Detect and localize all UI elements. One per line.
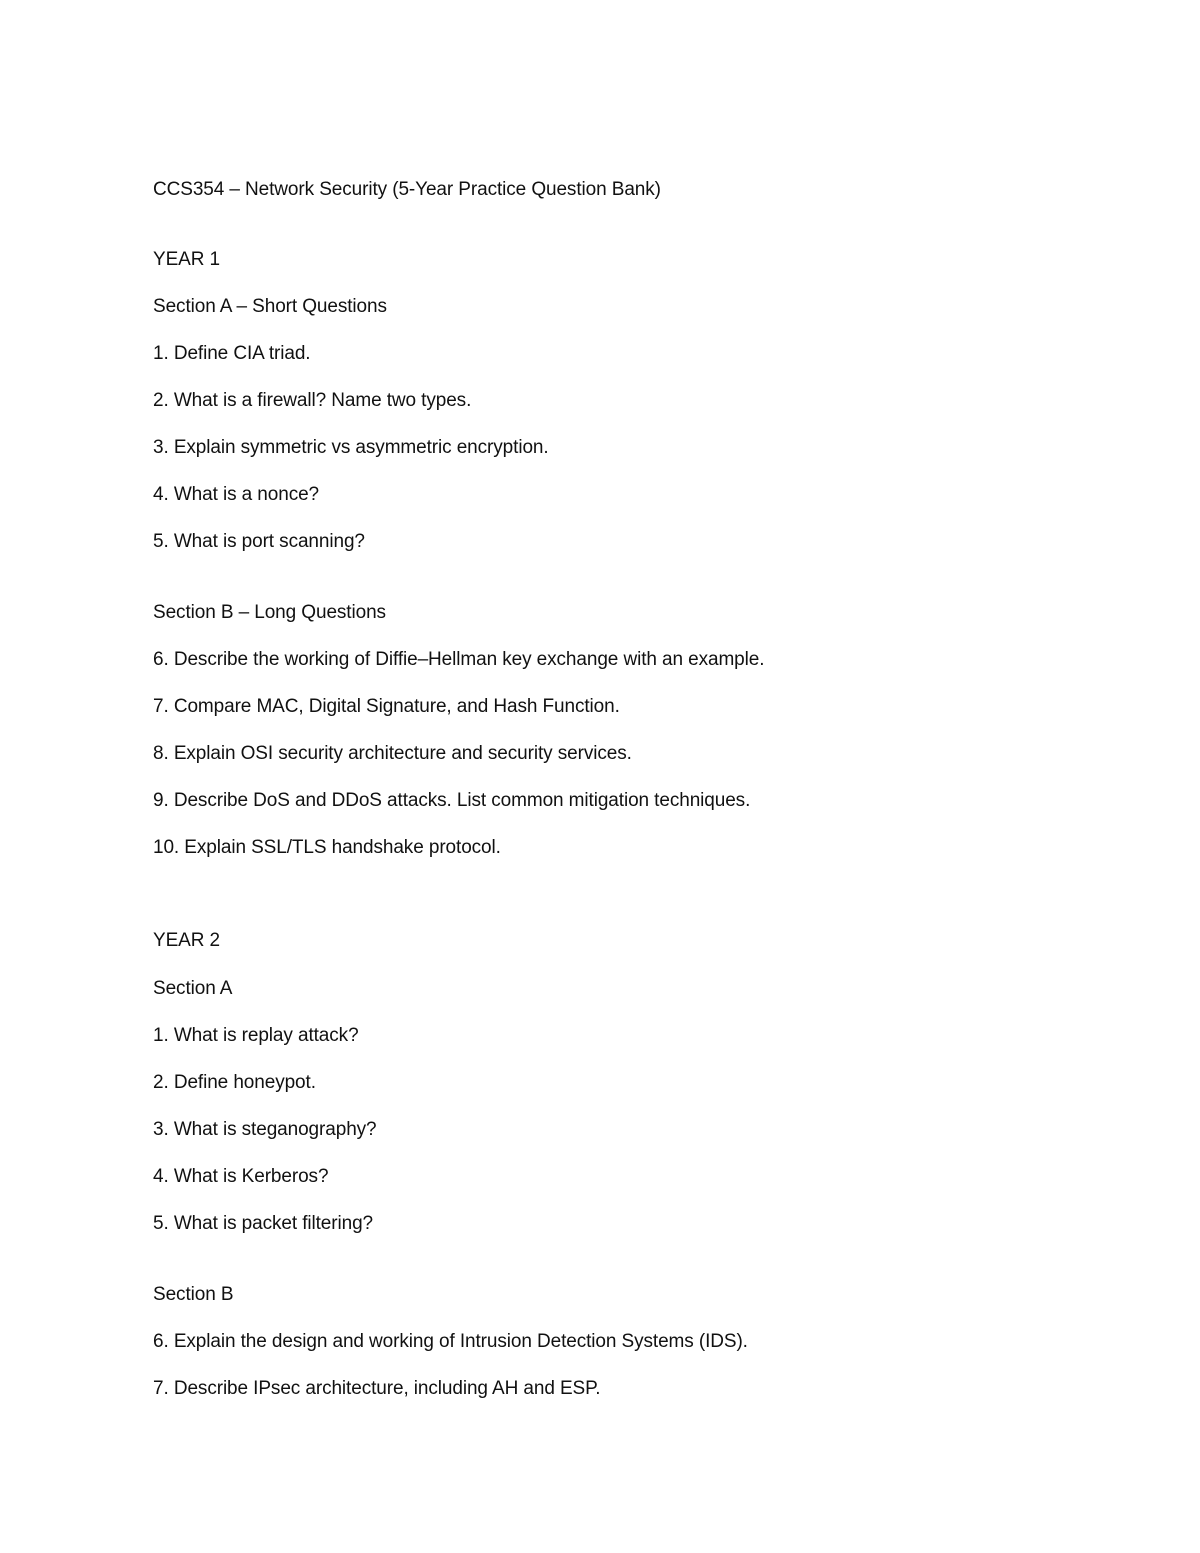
section-heading: Section A – Short Questions [153,296,387,317]
question-item: 7. Describe IPsec architecture, including AH and ESP. [153,1378,601,1399]
question-item: 1. What is replay attack? [153,1025,359,1046]
section-heading: Section B – Long Questions [153,602,386,623]
question-item: 1. Define CIA triad. [153,343,311,364]
question-item: 3. What is steganography? [153,1119,377,1140]
question-item: 6. Describe the working of Diffie–Hellman key exchange with an example. [153,649,765,670]
question-item: 8. Explain OSI security architecture and security services. [153,743,632,764]
question-item: 10. Explain SSL/TLS handshake protocol. [153,837,501,858]
question-item: 2. What is a firewall? Name two types. [153,390,472,411]
question-item: 3. Explain symmetric vs asymmetric encryption. [153,437,549,458]
question-item: 5. What is port scanning? [153,531,365,552]
question-item: 5. What is packet filtering? [153,1213,374,1234]
question-item: 9. Describe DoS and DDoS attacks. List common mitigation techniques. [153,790,751,811]
question-item: 4. What is Kerberos? [153,1166,329,1187]
question-item: 4. What is a nonce? [153,484,320,505]
document-title: CCS354 – Network Security (5-Year Practice Question Bank) [153,179,661,200]
section-heading: Section B [153,1284,234,1305]
section-heading: Section A [153,978,233,999]
question-item: 6. Explain the design and working of Intrusion Detection Systems (IDS). [153,1331,748,1352]
year-heading: YEAR 2 [153,930,220,951]
question-item: 2. Define honeypot. [153,1072,316,1093]
question-item: 7. Compare MAC, Digital Signature, and Hash Function. [153,696,620,717]
year-heading: YEAR 1 [153,249,220,270]
